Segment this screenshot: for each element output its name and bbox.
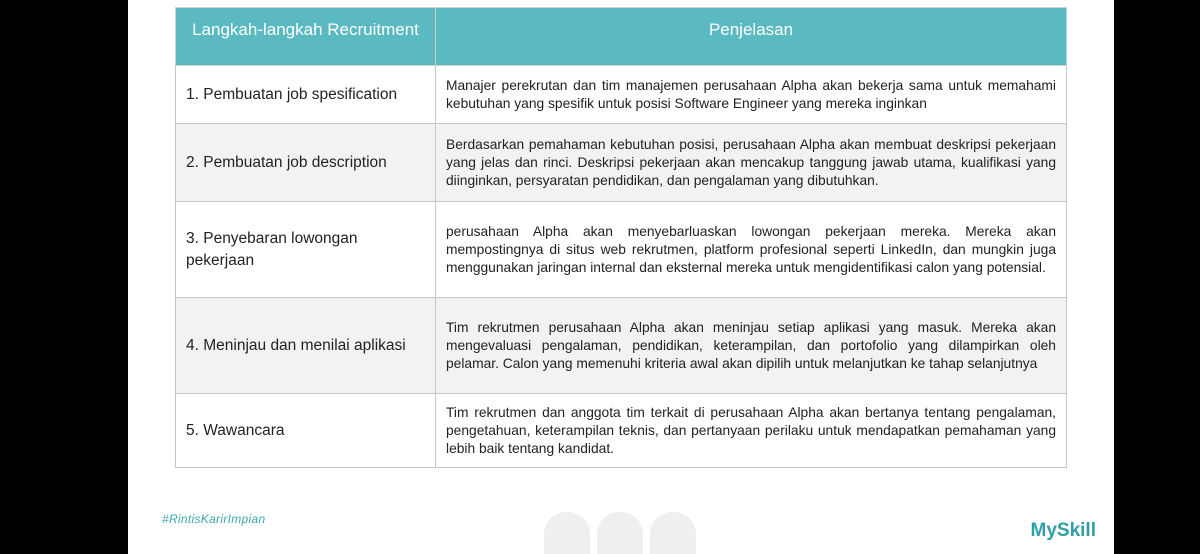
table-row	[176, 298, 1067, 394]
step-cell: 2. Pembuatan job description	[176, 124, 436, 202]
step-cell: 3. Penyebaran lowongan pekerjaan	[176, 202, 436, 298]
step-cell: 1. Pembuatan job spesification	[176, 66, 436, 124]
recruitment-table	[175, 7, 1067, 468]
explanation-cell: perusahaan Alpha akan menyebarluaskan lowongan pekerjaan mereka. Mereka akan mempostingnya di situs web rekrutmen, platform profesional seperti LinkedIn, dan mungkin juga menggunakan jaringan internal dan eksternal mereka untuk mengidentifikasi calon yang potensial.	[436, 202, 1067, 298]
brand-logo: MySkill	[1030, 520, 1096, 541]
table-row	[176, 202, 1067, 298]
table-header-row	[176, 8, 1067, 66]
table-row	[176, 124, 1067, 202]
explanation-cell: Tim rekrutmen perusahaan Alpha akan meninjau setiap aplikasi yang masuk. Mereka akan mengevaluasi pengalaman, pendidikan, keterampilan, dan portofolio yang dilampirkan oleh pelamar. Calon yang memenuhi kriteria awal akan dipilih untuk melanjutkan ke tahap selanjutnya	[436, 298, 1067, 394]
step-cell: 5. Wawancara	[176, 394, 436, 468]
header-explanation: Penjelasan	[436, 8, 1067, 66]
header-steps: Langkah-langkah Recruitment	[176, 8, 436, 66]
table-row	[176, 394, 1067, 468]
slide-dot[interactable]	[650, 512, 696, 554]
hashtag-text: #RintisKarirImpian	[162, 512, 266, 526]
slide	[128, 0, 1114, 554]
explanation-cell: Tim rekrutmen dan anggota tim terkait di perusahaan Alpha akan bertanya tentang pengalaman, pengetahuan, keterampilan teknis, dan pertanyaan perilaku untuk mendapatkan pemahaman yang lebih baik tentang kandidat.	[436, 394, 1067, 468]
explanation-cell: Berdasarkan pemahaman kebutuhan posisi, perusahaan Alpha akan membuat deskripsi pekerjaan yang jelas dan rinci. Deskripsi pekerjaan akan mencakup tanggung jawab utama, kualifikasi yang diinginkan, persyaratan pendidikan, dan pengalaman yang dibutuhkan.	[436, 124, 1067, 202]
explanation-cell: Manajer perekrutan dan tim manajemen perusahaan Alpha akan bekerja sama untuk memahami kebutuhan yang spesifik untuk posisi Software Engineer yang mereka inginkan	[436, 66, 1067, 124]
slide-dot[interactable]	[544, 512, 590, 554]
slide-dot[interactable]	[597, 512, 643, 554]
table-row	[176, 66, 1067, 124]
step-cell: 4. Meninjau dan menilai aplikasi	[176, 298, 436, 394]
